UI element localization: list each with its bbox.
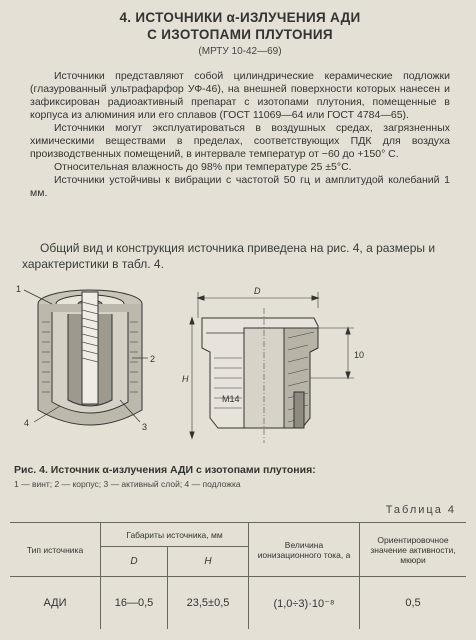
figure-legend: 1 — винт; 2 — корпус; 3 — активный слой; 4 — подложка [14, 479, 241, 489]
figure-reference-text [22, 240, 452, 272]
section-title-line2: С ИЗОТОПАМИ ПЛУТОНИЯ [147, 27, 333, 42]
table-row [10, 577, 466, 630]
callout-3: 3 [142, 422, 148, 432]
callout-4: 4 [24, 418, 30, 428]
intro-text [30, 70, 450, 200]
header-size-group: Габариты источника, мм [101, 523, 249, 547]
table-label: Таблица 4 [385, 504, 456, 516]
header-d: D [101, 547, 168, 577]
header-activity: Ориентировочное значение активности, мкюри [360, 523, 467, 577]
cutaway-illustration [12, 282, 172, 452]
section-drawing [178, 278, 368, 456]
intro-paragraph-2: Источники могут эксплуатироваться в воздушных средах, загрязненных химическими веществами в пределах, соответствующих ПДК для воздуха производственных помещений, в интервале температур от −60 до +150° С. [30, 122, 450, 160]
dimension-10-label: 10 [354, 350, 365, 360]
intro-paragraph-1: Источники представляют собой цилиндрические керамические подложки (глазурованный ультрафарфор УФ-46), на внешней поверхности которых нанесен и зафиксирован радиоактивный препарат с изотопами плутония, помещенные в корпуса из алюминия или его сплавов (ГОСТ 11069—64 или ГОСТ 4784—65). [30, 70, 450, 121]
cell-d: 16—0,5 [101, 577, 168, 630]
intro-paragraph-3: Относительная влажность до 98% при температуре 25 ±5°С. [54, 161, 352, 173]
spec-reference: (МРТУ 10-42—69) [198, 46, 282, 57]
section-title-line1: 4. ИСТОЧНИКИ α-ИЗЛУЧЕНИЯ АДИ [119, 10, 361, 25]
header-h: H [168, 547, 249, 577]
intro-paragraph-4: Источники устойчивы к вибрации с частотой 50 гц и амплитудой колебаний 1 мм. [30, 174, 450, 199]
dimension-h-label: H [182, 374, 189, 384]
dimension-d-label: D [254, 286, 261, 296]
header-current: Величина ионизационного тока, а [249, 523, 360, 577]
header-type: Тип источника [10, 523, 101, 577]
figure-caption-title: Рис. 4. Источник α-излучения АДИ с изотопами плутония: [14, 464, 316, 476]
callout-2: 2 [150, 354, 156, 364]
figure-reference-paragraph: Общий вид и конструкция источника приведена на рис. 4, а размеры и характеристики в табл. 4. [22, 241, 436, 271]
characteristics-table [10, 522, 466, 629]
cell-h: 23,5±0,5 [168, 577, 249, 630]
cell-activity: 0,5 [360, 577, 467, 630]
callout-1: 1 [16, 284, 22, 294]
thread-label: M14 [222, 394, 240, 404]
cell-current: (1,0÷3)·10⁻⁸ [249, 577, 360, 630]
figure-caption [14, 464, 464, 476]
cell-type: АДИ [10, 577, 101, 630]
